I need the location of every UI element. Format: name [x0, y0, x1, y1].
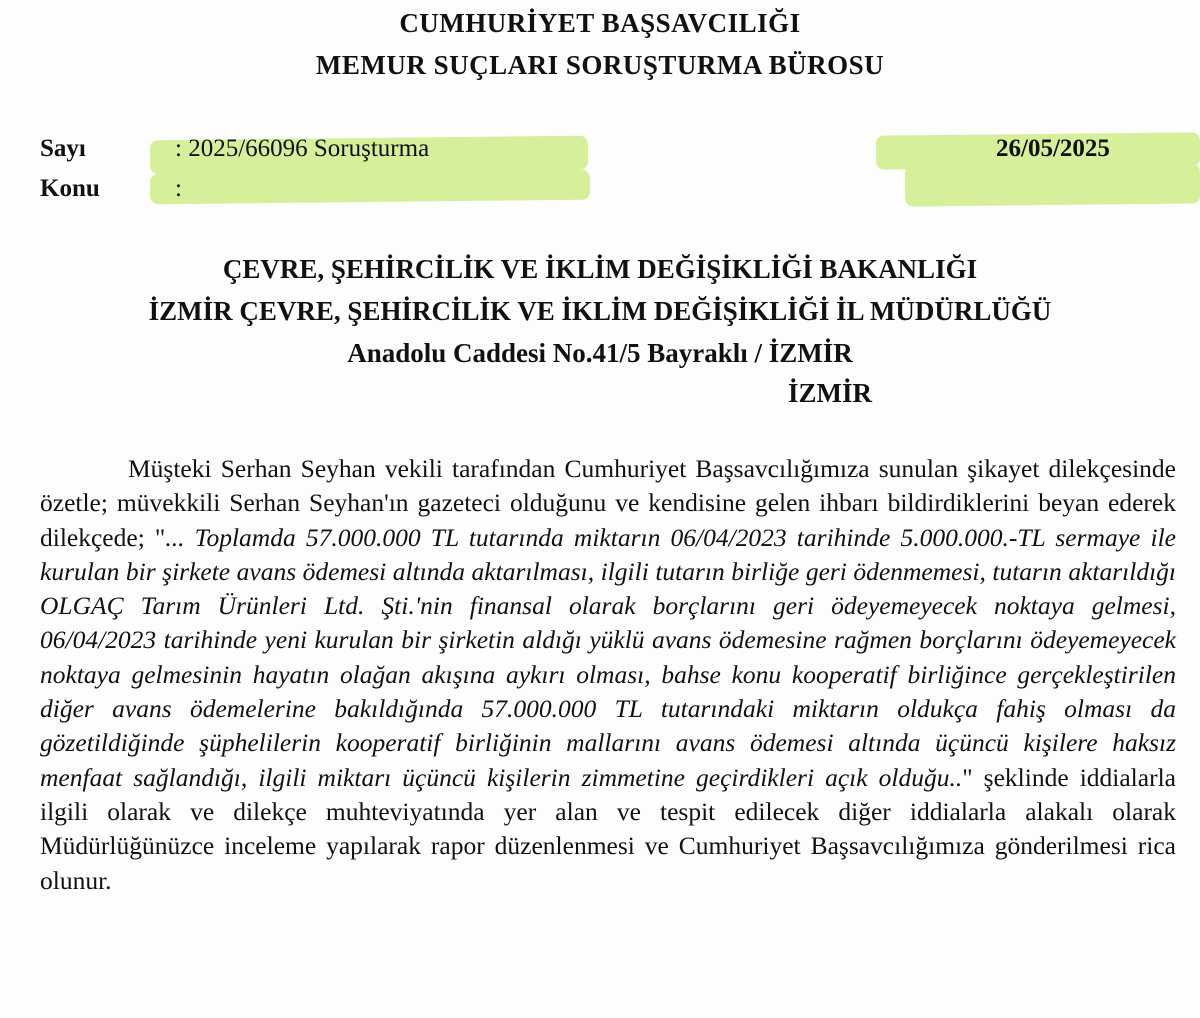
- konu-label: Konu: [40, 175, 100, 202]
- document-date: 26/05/2025: [996, 135, 1110, 162]
- body-outro: " şeklinde iddialarla ilgili olarak ve dilekçe muhteviyatında yer alan ve tespit edilecek diğer iddialarla alakalı olarak Müdürlüğünüzce inceleme yapılarak rapor düzenlenmesi ve Cumhuriyet Başsavcılığımıza gönderilmesi rica olunur.: [40, 762, 1176, 895]
- body-quote: ... Toplamda 57.000.000 TL tutarında miktarın 06/04/2023 tarihinde 5.000.000.-TL sermaye ile kurulan bir şirkete avans ödemesi altında aktarılması, ilgili tutarın birliğe geri ödenmemesi, tutarın aktarıldığı OLGAÇ Tarım Ürünleri Ltd. Şti.'nin finansal olarak borçlarını geri ödeyemeyecek noktaya gelmesi, 06/04/2023 tarihinde yeni kurulan bir şirketin aldığı yüklü avans ödemesine rağmen borçlarını ödeyemeyecek noktaya gelmesinin hayatın olağan akışına aykırı olması, bahse konu kooperatif birliğince gerçekleştirilen diğer avans ödemelerine bakıldığında 57.000.000 TL tutarındaki miktarın oldukça fahiş olması da gözetildiğinde şüphelilerin kooperatif birliğinin mallarını avans ödemesi altında üçüncü kişilere haksız menfaat sağlandığı, ilgili miktarı üçüncü kişilerin zimmetine geçirdikleri açık olduğu..: [40, 522, 1176, 792]
- body-paragraph: [40, 452, 1176, 898]
- recipient-city: İZMİR: [788, 378, 873, 408]
- recipient-line-2: İZMİR ÇEVRE, ŞEHİRCİLİK VE İKLİM DEĞİŞİKLİĞİ İL MÜDÜRLÜĞÜ: [148, 296, 1052, 326]
- highlight-konu: [150, 170, 590, 205]
- body-intro: Müşteki Serhan Seyhan vekili tarafından Cumhuriyet Başsavcılığımıza sunulan şikayet dilekçesinde özetle; müvekkili Serhan Seyhan'ın gazeteci olduğunu ve kendisine gelen ihbarı bildirdiklerini beyan ederek dilekçede; ": [40, 454, 1176, 552]
- recipient-line-1: ÇEVRE, ŞEHİRCİLİK VE İKLİM DEĞİŞİKLİĞİ BAKANLIĞI: [222, 254, 978, 284]
- highlight-date-2: [905, 163, 1200, 206]
- recipient-address: Anadolu Caddesi No.41/5 Bayraklı / İZMİR: [347, 338, 853, 368]
- sayi-label: Sayı: [40, 135, 86, 162]
- konu-value: :: [175, 175, 182, 202]
- header-line-1: CUMHURİYET BAŞSAVCILIĞI: [399, 8, 801, 38]
- sayi-value: : 2025/66096 Soruşturma: [175, 135, 430, 162]
- header-line-2: MEMUR SUÇLARI SORUŞTURMA BÜROSU: [315, 50, 885, 80]
